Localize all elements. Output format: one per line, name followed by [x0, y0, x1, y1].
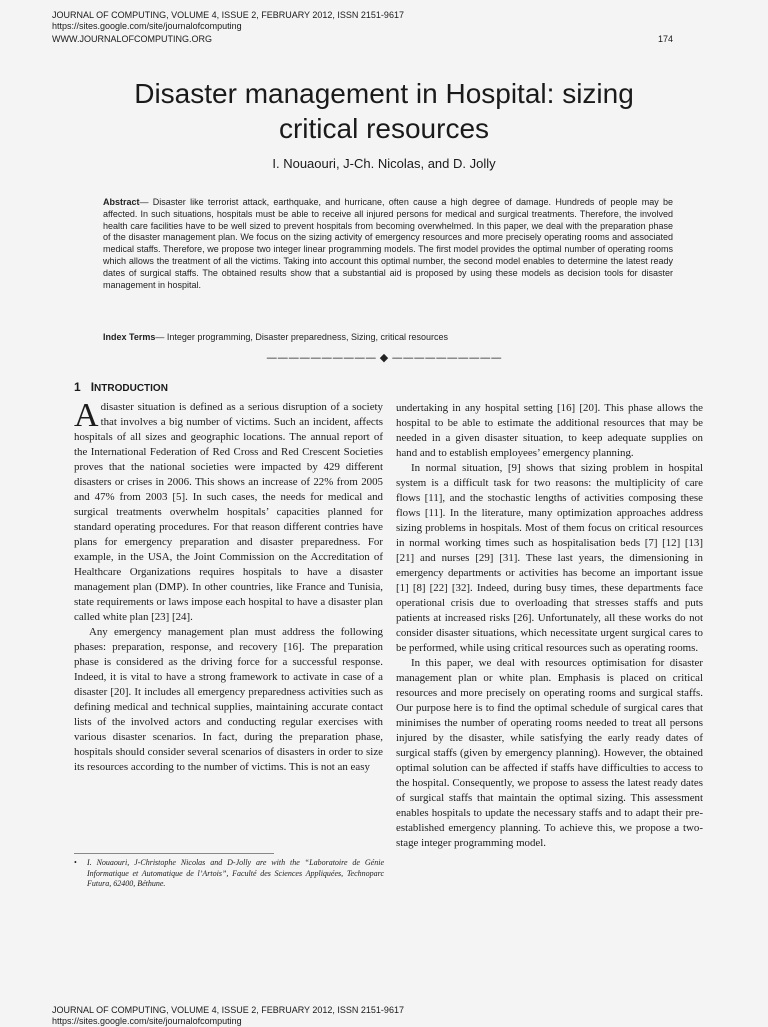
abstract-label: Abstract: [103, 197, 140, 207]
section-title-rest: NTRODUCTION: [94, 383, 168, 394]
abstract-text: — Disaster like terrorist attack, earthquake, and hurricane, often cause a high degree of damage. Hundreds of people may be affected. In such situations, hospitals must be able to receive all injured persons for medical and surgical treatments. Therefore, the involved health care facilities have to be well sized to prevent hospitals from becoming overwhelmed. In this paper, we deal with the preparation phase of the disaster management plan. We focus on the sizing activity of emergency resources and more precisely operating rooms and associated medical staffs. Therefore, we propose two integer linear programming models. The first model provides the optimal number of operating rooms which allows the treatment of all the victims. Taking into account this optimal number, the second model enables to determine the latest ready dates of surgical staffs. The obtained results show that a substantial aid is proposed by using these models as decision tools for disaster management in hospital.: [103, 197, 673, 290]
index-terms: [103, 332, 673, 344]
left-column: [74, 397, 383, 775]
header-url[interactable]: https://sites.google.com/site/journalofcomputing: [52, 21, 242, 31]
footnote-rule: [74, 853, 274, 854]
section-number: 1: [74, 380, 81, 394]
paragraph: [74, 397, 383, 625]
title-line-1: Disaster management in Hospital: sizing: [134, 78, 634, 109]
section-heading: [74, 380, 168, 394]
page-number: 174: [657, 34, 673, 44]
right-column: [396, 401, 703, 851]
paragraph: In this paper, we deal with resources optimisation for disaster management plan or white plan. Emphasis is placed on critical resources and more precisely on operating rooms and surgical staffs. Our purpose here is to find the optimal schedule of surgical cares that minimises the number of operating rooms needed to treat all persons injured by the disaster, while satisfying the early ready dates of surgical staffs (given by emergency planning). However, the obtained optimal solution can be affected if staffs have difficulties to access to the hospital. Consequently, we propose to assess the latest ready dates of surgical staffs that maintain the optimal sizing. This assessment enables hospitals to update the necessary staffs and to adapt their pre-established emergency planning. To achieve this, we propose a two-stage integer programming model.: [396, 657, 703, 849]
paper-title: [60, 76, 708, 146]
paragraph: undertaking in any hospital setting [16] [20]. This phase allows the hospital to be able to estimate the additional resources that may be needed in a given disaster situation, to keep adequate supplies on hand and to establish employees’ emergency planning.: [396, 402, 703, 459]
paragraph: In normal situation, [9] shows that sizing problem in hospital system is a difficult task for two reasons: the multiplicity of care flows [11], and the stochastic lengths of activities composing these flows [11]. In the literature, many optimization approaches address sizing problems in hospitals. Most of them focus on critical resources in normal working times such as hospitalisation beds [7] [12] [13] [21] and nurses [29] [31]. These last years, the dimensioning in emergency departments or activities has become an important issue [1] [8] [22] [32]. Indeed, during busy times, these departments face operational crisis due to overloading that stresses staffs and puts patients at increased risks [26]. Unfortunately, all these works do not consider disaster situations, which necessitate urgent surgical cares to be performed, while using critical resources such as operating rooms.: [396, 462, 703, 654]
index-terms-text: — Integer programming, Disaster preparedness, Sizing, critical resources: [155, 332, 448, 342]
paragraph: Any emergency management plan must address the following phases: preparation, response, and recovery [16]. The preparation phase is considered as the driving force for a successful response. Indeed, it is vital to have a strong framework to activate in case of a disaster [20]. It includes all emergency preparedness activities such as defining medical and technical supplies, maintaining accurate contact lists of the involved actors and conducting regular exercises with various disaster scenarios. In fact, during the preparation phase, hospitals should consider several scenarios of disasters in order to size its resources according to the number of victims. This is not an easy: [74, 626, 383, 773]
drop-cap: A: [74, 397, 99, 434]
title-line-2: critical resources: [278, 113, 490, 144]
footer-journal-line: JOURNAL OF COMPUTING, VOLUME 4, ISSUE 2, FEBRUARY 2012, ISSN 2151-9617: [52, 1005, 404, 1015]
section-separator: —————————— ◆ ——————————: [266, 351, 502, 364]
authors: I. Nouaouri, J-Ch. Nicolas, and D. Jolly: [272, 156, 496, 171]
index-terms-label: Index Terms: [103, 332, 156, 342]
section-initial: I: [90, 380, 95, 394]
footnote-bullet: •: [74, 858, 77, 867]
paragraph-text: disaster situation is defined as a serious disruption of a society that involves a big number of victims. Such an incident, affects hospitals of all sizes and geographic locations. The annual report of the International Federation of Red Cross and Red Crescent Societies proves that the national societies were impacted by 429 different disasters or crises in 2006. This shows an increase of 22% from 2005 and 47% from 2003 [5]. In such cases, the needs for medical and surgical treatments overwhelm hospitals’ capacities planned for standard operating procedures. For that reason different contries have plans for emergency preparation and disaster preparedness. For example, in the USA, the Joint Commission on the Accreditation of Healthcare Organizations requires hospitals to have a disaster management plan (DMP). In other countries, like France and Tunisia, state requirements or laws impose each hospital to have a disaster plan called white plan [23] [24].: [74, 401, 383, 623]
footnote: [74, 858, 384, 890]
header-journal-line: JOURNAL OF COMPUTING, VOLUME 4, ISSUE 2, FEBRUARY 2012, ISSN 2151-9617: [52, 10, 404, 20]
header-website[interactable]: WWW.JOURNALOFCOMPUTING.ORG: [52, 34, 212, 44]
footnote-text: I. Nouaouri, J-Christophe Nicolas and D-Jolly are with the “Laboratoire de Génie Informatique et Automatique de l’Artois”, Faculté des Sciences Appliquées, Technoparc Futura, 62400, Béthune.: [87, 858, 384, 888]
footer-url[interactable]: https://sites.google.com/site/journalofcomputing: [52, 1016, 242, 1026]
abstract: [103, 197, 673, 291]
